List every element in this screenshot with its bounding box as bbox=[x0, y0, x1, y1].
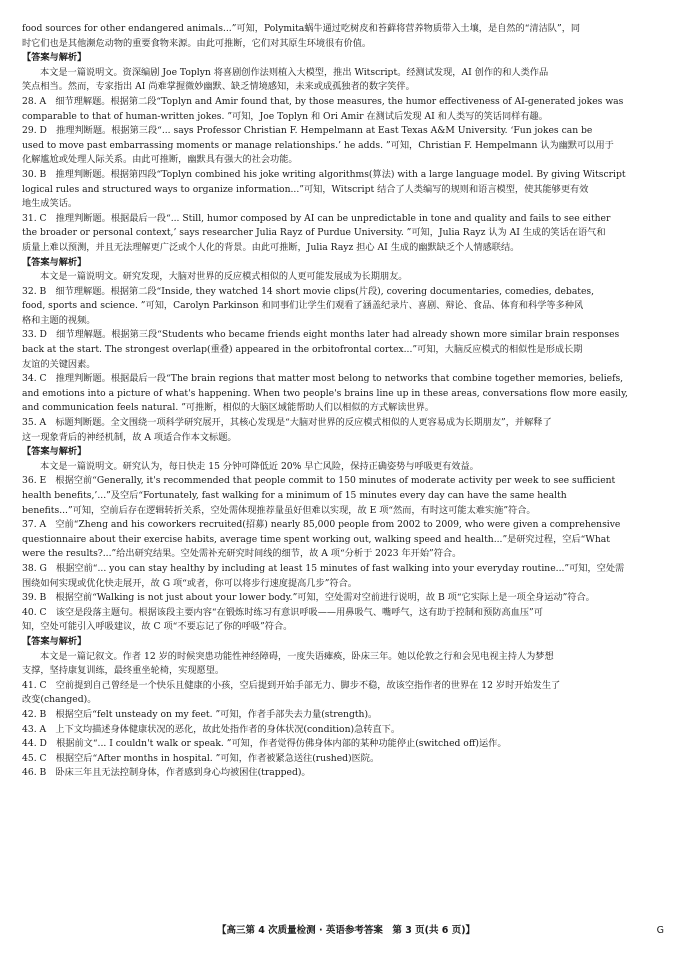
text-line: logical rules and structured ways to organize information...”可知，Witscript 结合了人类编写的规则和语言模型，使其能够更有效 bbox=[22, 183, 589, 195]
text-line: 43. A 上下文均描述身体健康状况的恶化，故此处指作者的身体状况(condition)急转直下。 bbox=[22, 723, 401, 735]
text-line: used to move past embarrassing moments or manage relationships.’ he adds. ”可知，Christian F. Hempelmann 认为幽默可以用于 bbox=[22, 139, 614, 151]
text-line: benefits...”可知，空前后存在逻辑转折关系，空处需体现推荐量虽好但难以实现，故 E 项“然而，有时这可能太难实施”符合。 bbox=[22, 504, 536, 516]
text-line: 29. D 推理判断题。根据第三段“... says Professor Christian F. Hempelmann at East Texas A&M University. ‘Fun jokes can be bbox=[22, 125, 593, 137]
text-line: 31. C 推理判断题。根据最后一段“... Still, humor composed by AI can be unpredictable in tone and quality and fails to see either bbox=[22, 212, 611, 224]
text-line: 知，空处可能引入呼吸建议，故 C 项“不要忘记了你的呼吸”符合。 bbox=[22, 621, 293, 633]
text-line: 格和主题的视频。 bbox=[22, 314, 96, 326]
text-line: 改变(changed)。 bbox=[22, 694, 97, 706]
text-line: 时它们也是其他濒危动物的重要食物来源。由此可推断，它们对其原生环境很有价值。 bbox=[22, 37, 372, 49]
text-line: 化解尴尬或处理人际关系。由此可推断，幽默具有强大的社会功能。 bbox=[22, 154, 298, 166]
text-line: 本文是一篇记叙文。作者 12 岁的时候突患功能性神经障碍，一度失语瘫痪，卧床三年。她以伦敦之行和会见电视主持人为梦想 bbox=[40, 650, 554, 662]
text-line: 本文是一篇说明文。资深编剧 Joe Toplyn 将喜剧创作法则植入大模型，推出 Witscript。经测试发现，AI 创作的和人类作品 bbox=[40, 66, 549, 78]
text-line: and communication feels natural. ”可推断，相似的大脑区域能帮助人们以相似的方式解读世界。 bbox=[22, 402, 434, 414]
text-line: back at the start. The strongest overlap(重叠) appeared in the orbitofrontal cortex...”可知，大脑反应模式的相似性是形成长期 bbox=[22, 344, 583, 356]
text-line: food, sports and science. ”可知，Carolyn Parkinson 和同事们让学生们观看了涵盖纪录片、喜剧、辩论、食品、体育和科学等多种风 bbox=[22, 300, 584, 312]
section-heading: 【答案与解析】 bbox=[22, 446, 87, 458]
footer-mark: G bbox=[656, 925, 664, 936]
text-line: 35. A 标题判断题。全文围绕一项科学研究展开，其核心发现是“大脑对世界的反应模式相似的人更容易成为长期朋友”，并解释了 bbox=[22, 417, 552, 429]
footer-title: 【高三第 4 次质量检测 · 英语参考答案 第 3 页(共 6 页)】 bbox=[216, 925, 476, 936]
text-line: 34. C 推理判断题。根据最后一段“The brain regions that matter most belong to networks that combine together memories, beliefs, bbox=[22, 373, 624, 385]
text-line: 30. B 推理判断题。根据第四段“Toplyn combined his joke writing algorithms(算法) with a large language model. By giving Witscript bbox=[22, 168, 626, 180]
text-line: 40. C 该空是段落主题句。根据该段主要内容“在锻炼时练习有意识呼吸——用鼻吸气、嘴呼气，这有助于控制和预防高血压”可 bbox=[22, 606, 543, 618]
text-line: 这一现象背后的神经机制，故 A 项适合作本文标题。 bbox=[22, 431, 237, 443]
text-line: the broader or personal context,’ says researcher Julia Rayz of Purdue University. ”可知，Julia Rayz 认为 AI 生成的笑话在语气和 bbox=[22, 227, 606, 239]
text-line: 围绕如何实现或优化快走展开，故 G 项“或者，你可以将步行速度提高几步”符合。 bbox=[22, 577, 357, 589]
text-line: 42. B 根据空后“felt unsteady on my feet. ”可知，作者手部失去力量(strength)。 bbox=[22, 708, 378, 720]
text-line: and emotions into a picture of what's happening. When two people's brains line up in these areas, conversations flow more easily, bbox=[22, 387, 628, 399]
text-line: health benefits,’...”及空后“Fortunately, fast walking for a minimum of 15 minutes every day can have the same health bbox=[22, 490, 567, 501]
text-line: 支撑，坚持康复训练，最终重坐轮椅，实现愿望。 bbox=[22, 665, 225, 677]
text-line: 本文是一篇说明文。研究认为，每日快走 15 分钟可降低近 20% 早亡风险，保持正确姿势与呼吸更有效益。 bbox=[40, 460, 479, 472]
text-line: 地生成笑话。 bbox=[22, 198, 78, 210]
text-line: 友谊的关键因素。 bbox=[22, 358, 96, 370]
text-line: 32. B 细节理解题。根据第二段“Inside, they watched 14 short movie clips(片段), covering documentaries, comedies, debates, bbox=[22, 285, 595, 297]
section-heading: 【答案与解析】 bbox=[22, 256, 87, 268]
text-line: 33. D 细节理解题。根据第三段“Students who became friends eight months later had already shown more similar brain responses bbox=[22, 329, 620, 341]
text-line: 笑点相当。然而，专家指出 AI 尚难掌握微妙幽默、缺乏情境感知，未来或成孤独者的数字笑伴。 bbox=[22, 81, 415, 93]
text-line: 38. G 根据空前“... you can stay healthy by including at least 15 minutes of fast walking into your everyday routine...”可知，空处需 bbox=[22, 562, 625, 574]
text-line: 45. C 根据空后“After months in hospital. ”可知，作者被紧急送往(rushed)医院。 bbox=[22, 752, 380, 764]
answer-text bbox=[22, 22, 670, 781]
text-line: food sources for other endangered animals...”可知，Polymita蜗牛通过吃树皮和苔藓将营养物质带入土壤，是自然的“清洁队”，同 bbox=[22, 23, 581, 34]
text-line: 37. A 空前“Zheng and his coworkers recruited(招募) nearly 85,000 people from 2002 to 2009, who were given a comprehensive bbox=[22, 519, 621, 531]
section-heading: 【答案与解析】 bbox=[22, 635, 87, 647]
text-line: were the results?...”给出研究结果。空处需补充研究时间线的细节，故 A 项“分析于 2023 年开始”符合。 bbox=[22, 548, 462, 560]
section-heading: 【答案与解析】 bbox=[22, 52, 87, 64]
text-line: 28. A 细节理解题。根据第二段“Toplyn and Amir found that, by those measures, the humor effectiveness of AI-generated jokes was bbox=[22, 95, 624, 107]
text-line: 36. E 根据空前“Generally, it's recommended that people commit to 150 minutes of moderate activity per week to see sufficient bbox=[22, 475, 616, 487]
text-line: 41. C 空前提到自己曾经是一个快乐且健康的小孩，空后提到开始手部无力、脚步不稳，故该空指作者的世界在 12 岁时开始发生了 bbox=[22, 679, 561, 691]
text-line: comparable to that of human-written jokes. ”可知，Joe Toplyn 和 Ori Amir 在测试后发现 AI 和人类写的笑话同样有趣。 bbox=[22, 110, 548, 122]
text-line: 39. B 根据空前“Walking is not just about your lower body.”可知，空处需对空前进行说明，故 B 项“它实际上是一项全身运动”符合。 bbox=[22, 592, 595, 604]
text-line: 46. B 卧床三年且无法控制身体，作者感到身心均被困住(trapped)。 bbox=[22, 767, 311, 779]
page-footer bbox=[22, 924, 670, 938]
text-line: 44. D 根据前文“... I couldn't walk or speak. ”可知，作者觉得仿佛身体内部的某种功能停止(switched off)运作。 bbox=[22, 738, 507, 750]
text-line: 本文是一篇说明文。研究发现，大脑对世界的反应模式相似的人更可能发展成为长期朋友。 bbox=[40, 271, 408, 283]
text-line: questionnaire about their exercise habits, average time spent working out, walking speed and health...”是研究过程，空后“What bbox=[22, 533, 610, 545]
text-line: 质量上难以预测，并且无法理解更广泛或个人化的背景。由此可推断，Julia Rayz 担心 AI 生成的幽默缺乏个人情感联结。 bbox=[22, 241, 520, 253]
